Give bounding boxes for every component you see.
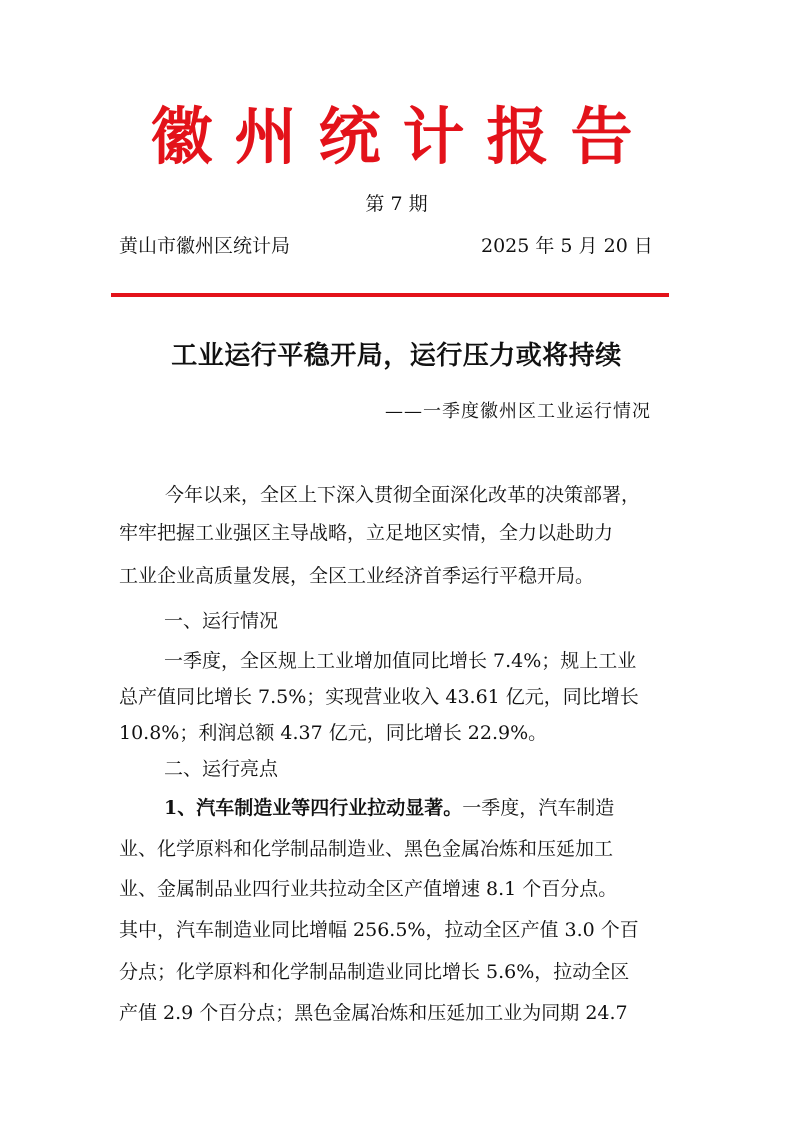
report-subtitle: ——一季度徽州区工业运行情况 <box>385 401 651 422</box>
masthead-title: 徽州统计报告 <box>150 100 655 173</box>
section2-line: 业、金属制品业四行业共拉动全区产值增速 8.1 个百分点。 <box>119 878 618 900</box>
section1-line: 10.8%；利润总额 4.37 亿元，同比增长 22.9%。 <box>119 722 548 744</box>
item1-bold-lead: 1、汽车制造业等四行业拉动显著。 <box>164 797 463 819</box>
item1-lead-rest: 一季度，汽车制造 <box>462 797 615 819</box>
issue-date: 2025 年 5 月 20 日 <box>481 235 653 257</box>
section2-line: 分点；化学原料和化学制品制造业同比增长 5.6%，拉动全区 <box>119 961 630 983</box>
section2-line: 其中，汽车制造业同比增幅 256.5%，拉动全区产值 3.0 个百 <box>119 919 639 941</box>
issuing-organization: 黄山市徽州区统计局 <box>119 235 291 257</box>
section1-line: 总产值同比增长 7.5%；实现营业收入 43.61 亿元，同比增长 <box>119 686 639 708</box>
section2-item1-line <box>164 793 724 823</box>
section-heading: 一、运行情况 <box>164 610 279 632</box>
section2-line: 业、化学原料和化学制品制造业、黑色金属冶炼和压延加工 <box>119 838 614 860</box>
red-divider <box>111 293 669 297</box>
section1-line: 一季度，全区规上工业增加值同比增长 7.4%；规上工业 <box>164 650 637 672</box>
intro-line: 工业企业高质量发展，全区工业经济首季运行平稳开局。 <box>119 565 595 587</box>
intro-line: 今年以来，全区上下深入贯彻全面深化改革的决策部署， <box>165 484 641 506</box>
intro-line: 牢牢把握工业强区主导战略，立足地区实情，全力以赴助力 <box>119 522 614 544</box>
section2-line: 产值 2.9 个百分点；黑色金属冶炼和压延加工业为同期 24.7 <box>119 1002 628 1024</box>
report-title: 工业运行平稳开局，运行压力或将持续 <box>171 341 622 371</box>
issue-number: 第 7 期 <box>365 193 428 215</box>
section-heading: 二、运行亮点 <box>164 758 279 780</box>
